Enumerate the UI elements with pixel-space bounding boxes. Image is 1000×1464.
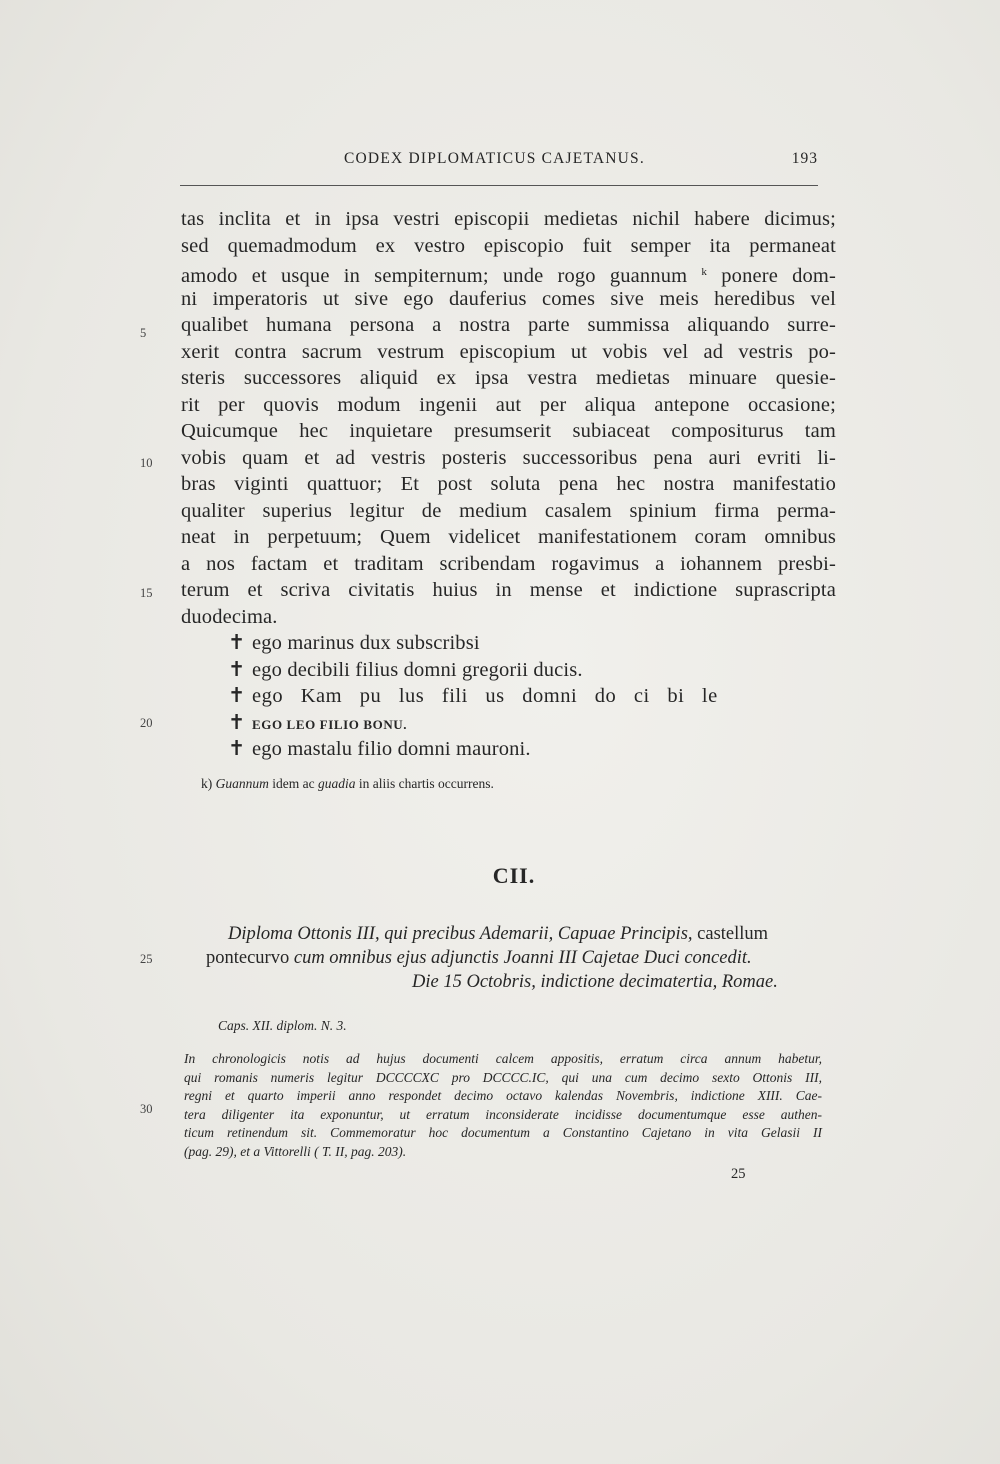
footnote-text: idem ac	[272, 776, 315, 791]
line-number: 5	[140, 326, 147, 340]
footnote-term: guadia	[317, 776, 356, 791]
cross-icon: ✝	[228, 711, 246, 734]
source-reference: Caps. XII. diplom. N. 3.	[218, 1018, 347, 1033]
line-number: 25	[140, 952, 153, 966]
note-line: In chronologicis notis ad hujus documenti calcem appositis, erratum circa annum habetur,	[184, 1051, 822, 1066]
text-line: xerit contra sacrum vestrum episcopium ut vobis vel ad vestris po-	[181, 340, 836, 363]
summary-text: cum omnibus ejus adjunctis Joanni III Cajetae Duci concedit.	[293, 948, 752, 968]
text-line	[181, 259, 836, 286]
text-line: vobis quam et ad vestris posteris successoribus pena auri evriti li-	[181, 446, 836, 469]
cross-icon: ✝	[228, 685, 246, 707]
text-line: bras viginti quattuor; Et post soluta pena hec nostra manifestatio	[181, 473, 836, 495]
text-line: Quicumque hec inquietare presumserit subiaceat compositurus tam	[181, 420, 836, 442]
text-line: sed quemadmodum ex vestro episcopio fuit semper ita permaneat	[181, 234, 836, 257]
summary-text: castellum	[697, 924, 769, 944]
signature-line	[181, 710, 836, 737]
note-line: qui romanis numeris legitur DCCCCXC pro DCCCC.IC, qui una cum decimo sexto Ottonis III,	[184, 1069, 822, 1085]
document-number: CII.	[492, 863, 536, 888]
note-line: ticum retinendum sit. Commemoratur hoc documentum a Constantino Cajetano in vita Gelasii II	[184, 1125, 822, 1140]
signature-line	[181, 657, 836, 684]
signature-text: ego marinus dux subscribsi	[252, 632, 480, 654]
cross-icon: ✝	[228, 658, 246, 681]
signature-line	[181, 683, 836, 710]
summary-text: pontecurvo	[206, 948, 290, 968]
text-line: qualibet humana persona a nostra parte summissa aliquando surre-	[181, 314, 836, 336]
summary-line	[206, 948, 752, 969]
text-line: steris successores aliquid ex ipsa vestra medietas minuare quesie-	[181, 367, 836, 389]
text-line: qualiter superius legitur de medium casalem spinium firma perma-	[181, 499, 836, 522]
text-line: neat in perpetuum; Quem videlicet manifestationem coram omnibus	[181, 526, 836, 548]
footnote-label: k)	[201, 776, 213, 791]
text-line: rit per quovis modum ingenii aut per aliqua antepone occasione;	[181, 393, 836, 416]
line-number: 15	[140, 586, 153, 600]
cross-icon: ✝	[228, 632, 246, 654]
header-rule	[180, 185, 818, 186]
signature-text: ego mastalu filio domni mauroni.	[252, 738, 531, 760]
signature-text: ego decibili filius domni gregorii ducis.	[252, 658, 583, 681]
note-line: regni et quarto imperii anno respondet decimo octavo kalendas Novembris, indictione XIII. Cae-	[184, 1088, 822, 1103]
summary-line	[412, 972, 778, 993]
text-line: terum et scriva civitatis huius in mense et indictione suprascripta	[181, 579, 836, 601]
text-line-part: ponere dom-	[721, 265, 836, 287]
note-line: (pag. 29), et a Vittorelli ( T. II, pag. 203).	[184, 1143, 407, 1159]
charter-text	[181, 206, 836, 763]
footnote-text: in aliis chartis occurrens.	[358, 776, 494, 791]
summary-text: Die 15 Octobris, indictione decimatertia, Romae.	[412, 972, 778, 992]
page-number: 193	[791, 150, 818, 167]
signature-line	[181, 630, 836, 657]
line-number: 30	[140, 1102, 153, 1116]
text-line: a nos factam et traditam scribendam rogavimus a iohannem presbi-	[181, 552, 836, 575]
signature-line	[181, 736, 836, 763]
cross-icon: ✝	[228, 738, 246, 760]
line-number: 20	[140, 716, 153, 730]
editorial-note	[184, 1050, 822, 1161]
text-line: ni imperatoris ut sive ego dauferius comes sive meis heredibus vel	[181, 287, 836, 310]
signature-text: ego Kam pu lus fili us domni do ci bi le	[252, 685, 718, 707]
summary-text: Diploma Ottonis III, qui precibus Ademarii, Capuae Principis,	[228, 924, 693, 944]
text-line-part: amodo et usque in sempiternum; unde rogo guannum	[181, 265, 688, 287]
running-title: CODEX DIPLOMATICUS CAJETANUS.	[344, 150, 645, 167]
note-line: tera diligenter ita exponuntur, ut erratum inconsiderate incidisse documentumque esse authen-	[184, 1106, 822, 1122]
footnote-term: Guannum	[215, 776, 269, 791]
footnote-mark: k	[701, 266, 708, 278]
footnote	[201, 776, 494, 792]
summary-line	[228, 924, 768, 945]
page-header	[180, 150, 818, 178]
line-number: 10	[140, 456, 153, 470]
signature-text: EGO LEO FILIO BONU.	[252, 716, 408, 732]
text-line: tas inclita et in ipsa vestri episcopii medietas nichil habere dicimus;	[181, 208, 836, 230]
text-line: duodecima.	[181, 605, 278, 628]
signature-number: 25	[731, 1166, 746, 1182]
